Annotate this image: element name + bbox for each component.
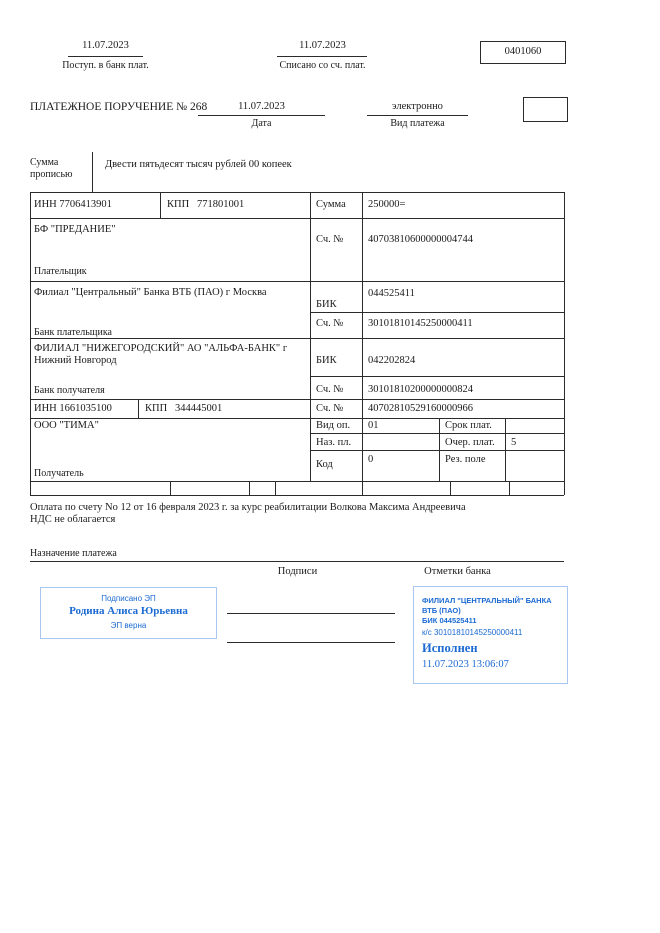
bank-stamp-datetime: 11.07.2023 13:06:07 [422,659,509,670]
purpose-line2: НДС не облагается [30,514,116,525]
table-line [310,433,564,434]
document-date-underline [198,115,325,116]
payer-label: Плательщик [34,266,87,277]
payee-account: 40702810529160000966 [368,403,473,414]
table-line [30,192,564,193]
document-date: 11.07.2023 [238,101,285,112]
payee-bank-label: Банк получателя [34,385,105,396]
bank-marks-title: Отметки банка [424,566,491,577]
signature-line-2 [227,642,395,643]
table-line [310,192,311,481]
payee-bank-account-label: Сч. № [316,384,344,395]
table-line [310,312,564,313]
amount-in-words: Двести пятьдесят тысяч рублей 00 копеек [105,159,292,170]
payer-bank-bik: 044525411 [368,288,415,299]
bank-stamp-bik: БИК 044525411 [422,616,477,625]
debited-date-label: Списано со сч. плат. [279,60,366,71]
payee-kpp: 344445001 [175,403,223,414]
sum-label: Сумма [316,199,346,210]
payee-kpp-label: КПП [145,403,168,414]
table-line [170,481,171,495]
esignature-stamp [40,587,217,639]
received-date-underline [68,56,143,57]
table-line [310,376,564,377]
naz-pl-label: Наз. пл. [316,437,352,448]
payer-account: 40703810600000004744 [368,234,473,245]
table-line [30,192,31,495]
payee-bank-name: ФИЛИАЛ "НИЖЕГОРОДСКИЙ" АО "АЛЬФА-БАНК" г Нижний Новгород [34,343,288,367]
payee-bank-bik-label: БИК [316,355,337,366]
esignature-verified-label: ЭП верна [110,621,147,630]
table-line [310,450,564,451]
bank-stamp-bank-name: ФИЛИАЛ "ЦЕНТРАЛЬНЫЙ" БАНКА ВТБ (ПАО) [422,596,552,615]
debited-date-underline [277,56,367,57]
payer-bank-account: 30101810145250000411 [368,318,473,329]
purpose-label: Назначение платежа [30,548,117,559]
payer-kpp: 771801001 [197,199,245,210]
payee-bank-bik: 042202824 [368,355,416,366]
signatures-title: Подписи [277,566,318,577]
document-title: ПЛАТЕЖНОЕ ПОРУЧЕНИЕ № 268 [30,101,208,113]
table-line [275,481,276,495]
payer-inn: ИНН 7706413901 [34,199,112,210]
table-line [509,481,510,495]
table-line [30,481,564,482]
bank-stamp-status: Исполнен [422,641,478,655]
payment-kind-label: Вид платежа [390,118,445,129]
payee-bank-account: 30101810200000000824 [368,384,473,395]
table-line [362,192,363,495]
op-kind: 01 [368,420,379,431]
table-line [450,481,451,495]
op-kind-label: Вид оп. [316,420,351,431]
table-line [30,218,564,219]
debited-date: 11.07.2023 [299,40,346,51]
payee-inn: ИНН 1661035100 [34,403,112,414]
table-line [30,495,564,496]
bank-stamp-corr-account: к/с 30101810145250000411 [422,628,523,637]
amount-in-words-divider [92,152,93,192]
table-line [30,399,564,400]
payer-name: БФ "ПРЕДАНИЕ" [34,224,116,235]
esignature-signed-label: Подписано ЭП [101,594,156,603]
payer-bank-account-label: Сч. № [316,318,344,329]
reserve-label: Рез. поле [445,454,486,465]
table-line [249,481,250,495]
purpose-line1: Оплата по счету No 12 от 16 февраля 2023 г. за курс реабилитации Волкова Максима Андреевича [30,502,466,513]
priority-value: 5 [511,437,517,448]
form-code: 0401060 [504,46,542,57]
payee-label: Получатель [34,468,84,479]
document-date-label: Дата [251,118,272,129]
payer-kpp-label: КПП [167,199,190,210]
bank-execution-stamp [413,586,568,684]
payee-account-label: Сч. № [316,403,344,414]
signature-line-1 [227,613,395,614]
form-code-box [480,41,566,64]
payer-bank-label: Банк плательщика [34,327,112,338]
table-line [160,192,161,218]
payee-name: ООО "ТИМА" [34,420,99,431]
payer-bank-bik-label: БИК [316,299,337,310]
payment-kind-underline [367,115,468,116]
status-code-box [523,97,568,122]
code-value: 0 [368,454,374,465]
table-line [30,281,564,282]
purpose-underline [30,561,564,562]
esignature-name: Родина Алиса Юрьевна [69,605,188,617]
payer-account-label: Сч. № [316,234,344,245]
sum-value: 250000= [368,199,406,210]
table-line [30,418,564,419]
received-date: 11.07.2023 [82,40,129,51]
priority-label: Очер. плат. [445,437,495,448]
amount-in-words-label: Сумма прописью [30,157,73,180]
received-date-label: Поступ. в банк плат. [62,60,149,71]
payer-bank-name: Филиал "Центральный" Банка ВТБ (ПАО) г Москва [34,287,267,298]
payment-kind: электронно [392,101,443,112]
table-line [564,192,565,495]
table-line [505,418,506,481]
code-label: Код [316,459,333,470]
due-label: Срок плат. [445,420,492,431]
table-line [439,418,440,481]
table-line [138,399,139,418]
